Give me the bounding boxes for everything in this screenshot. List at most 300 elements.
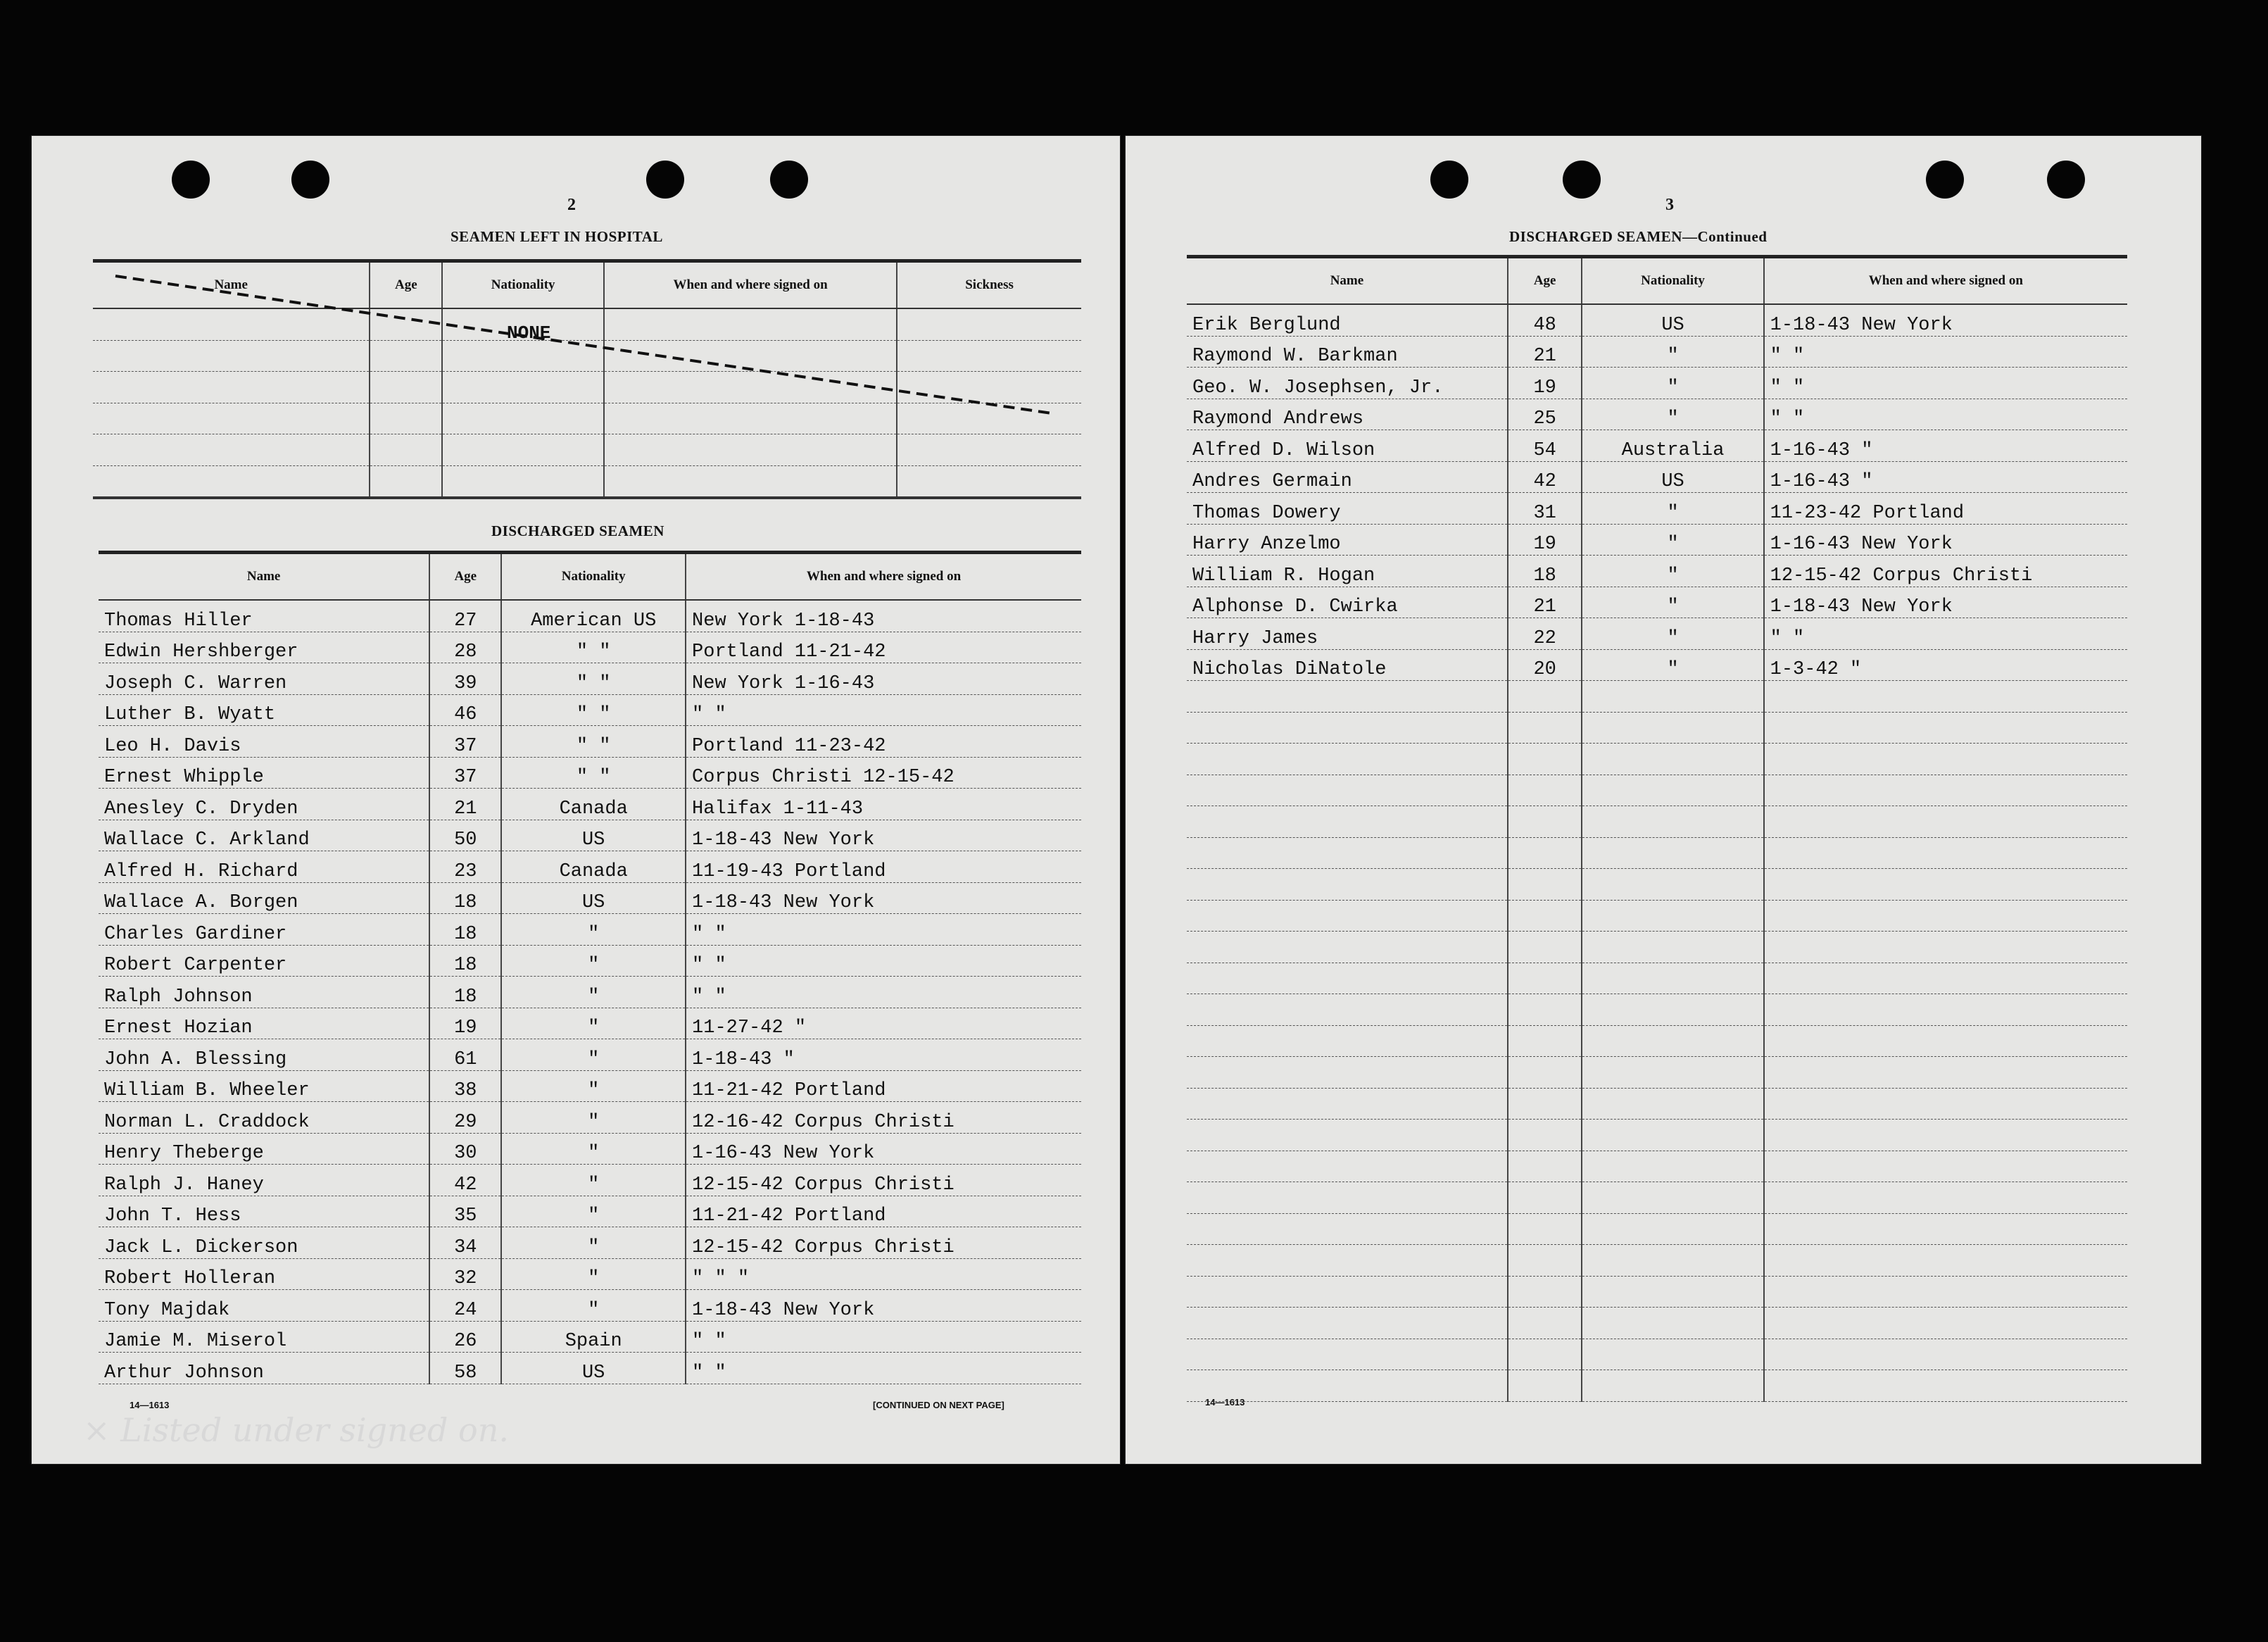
table-row [1187, 1025, 2127, 1057]
seaman-name: Edwin Hershberger [99, 632, 429, 663]
signed-on: 11-21-42 Portland [686, 1070, 1081, 1102]
seaman-name: Andres Germain [1187, 461, 1508, 493]
seaman-nationality [1582, 869, 1763, 901]
seaman-name: Thomas Dowery [1187, 493, 1508, 525]
column-header: Nationality [1582, 257, 1763, 305]
seaman-name: Ralph J. Haney [99, 1165, 429, 1196]
seaman-name: Ralph Johnson [99, 977, 429, 1008]
table-row [99, 1258, 1081, 1290]
seaman-name [1187, 806, 1508, 838]
seaman-nationality: " [1582, 399, 1763, 430]
seaman-nationality [1582, 712, 1763, 744]
seaman-age: 21 [429, 789, 501, 820]
seaman-name: Wallace C. Arkland [99, 820, 429, 851]
seaman-nationality: " [501, 1039, 686, 1071]
punch-hole [1430, 161, 1468, 199]
seaman-name: Alphonse D. Cwirka [1187, 587, 1508, 618]
table-row [1187, 399, 2127, 430]
seaman-nationality: " [501, 1133, 686, 1165]
signed-on: " " [1764, 399, 2127, 430]
seaman-nationality: " [501, 1196, 686, 1227]
seaman-name: John T. Hess [99, 1196, 429, 1227]
table-row [99, 757, 1081, 789]
seaman-name [1187, 1120, 1508, 1151]
seaman-age: 30 [429, 1133, 501, 1165]
seaman-age: 37 [429, 757, 501, 789]
table-row [99, 1133, 1081, 1165]
seaman-nationality [1582, 1276, 1763, 1308]
signed-on: " " [1764, 368, 2127, 399]
signed-on: " " [686, 945, 1081, 977]
table-row [1187, 587, 2127, 618]
seaman-age: 32 [429, 1258, 501, 1290]
seaman-nationality: US [1582, 461, 1763, 493]
signed-on [1764, 1057, 2127, 1089]
signed-on: 1-16-43 " [1764, 461, 2127, 493]
seaman-name [1187, 900, 1508, 932]
seaman-nationality: US [501, 882, 686, 914]
seaman-age: 29 [429, 1102, 501, 1134]
table-row [99, 694, 1081, 726]
signed-on [1764, 1120, 2127, 1151]
table-row [1187, 1276, 2127, 1308]
seaman-age [1508, 994, 1582, 1026]
signed-on [1764, 1245, 2127, 1277]
seaman-name [1187, 775, 1508, 806]
seaman-nationality: US [501, 1353, 686, 1384]
signed-on: 1-18-43 New York [1764, 304, 2127, 336]
page-number: 2 [567, 196, 576, 214]
seaman-name: Raymond Andrews [1187, 399, 1508, 430]
seaman-age: 21 [1508, 587, 1582, 618]
seaman-name [1187, 994, 1508, 1026]
left-page [31, 135, 1121, 1465]
seaman-age: 54 [1508, 430, 1582, 462]
signed-on: New York 1-18-43 [686, 600, 1081, 632]
table-row [99, 1070, 1081, 1102]
seaman-name [1187, 1339, 1508, 1370]
signed-on [1764, 1370, 2127, 1402]
seaman-age: 23 [429, 851, 501, 883]
column-header: Sickness [897, 261, 1081, 309]
table-row [1187, 869, 2127, 901]
seaman-name: Raymond W. Barkman [1187, 336, 1508, 368]
table-row [1187, 336, 2127, 368]
seaman-nationality: " [1582, 618, 1763, 650]
continued-note: [CONTINUED ON NEXT PAGE] [873, 1400, 1004, 1410]
seaman-age [1508, 1151, 1582, 1182]
table-row [1187, 493, 2127, 525]
signed-on: 11-21-42 Portland [686, 1196, 1081, 1227]
table-row [99, 1290, 1081, 1322]
seaman-nationality: " " [501, 632, 686, 663]
column-header: Nationality [442, 261, 604, 309]
seaman-age [1508, 1370, 1582, 1402]
seaman-nationality [1582, 1245, 1763, 1277]
column-header: Age [1508, 257, 1582, 305]
seaman-nationality [1582, 1057, 1763, 1089]
column-header: Age [429, 553, 501, 601]
hospital-title: SEAMEN LEFT IN HOSPITAL [451, 228, 663, 245]
seaman-nationality: American US [501, 600, 686, 632]
handwritten-note: × Listed under signed on. [83, 1411, 509, 1449]
seaman-age: 21 [1508, 336, 1582, 368]
signed-on [1764, 932, 2127, 963]
signed-on: " " [686, 914, 1081, 946]
seaman-age [1508, 1339, 1582, 1370]
seaman-nationality: " [501, 1227, 686, 1259]
table-row [93, 465, 1081, 498]
seaman-nationality: Spain [501, 1321, 686, 1353]
seaman-nationality [1582, 1120, 1763, 1151]
seaman-name: Charles Gardiner [99, 914, 429, 946]
signed-on: 1-18-43 New York [686, 882, 1081, 914]
seaman-age: 18 [1508, 556, 1582, 587]
discharged-table-continued [1187, 255, 2127, 1402]
seaman-name [1187, 869, 1508, 901]
table-row [1187, 1057, 2127, 1089]
signed-on [1764, 775, 2127, 806]
signed-on: Portland 11-21-42 [686, 632, 1081, 663]
seaman-nationality: " [1582, 587, 1763, 618]
seaman-age [1508, 744, 1582, 775]
signed-on [1764, 712, 2127, 744]
table-row [99, 1165, 1081, 1196]
table-row [1187, 1370, 2127, 1402]
signed-on: " " [686, 1321, 1081, 1353]
seaman-name [1187, 1276, 1508, 1308]
signed-on: 1-18-43 New York [686, 820, 1081, 851]
punch-hole [1563, 161, 1601, 199]
table-row [99, 945, 1081, 977]
table-row [1187, 1339, 2127, 1370]
table-row [99, 600, 1081, 632]
seaman-nationality [1582, 775, 1763, 806]
seaman-nationality: " [501, 1008, 686, 1039]
table-row [1187, 1213, 2127, 1245]
seaman-age: 28 [429, 632, 501, 663]
seaman-nationality [1582, 1370, 1763, 1402]
seaman-name [1187, 1088, 1508, 1120]
table-row [99, 1039, 1081, 1071]
seaman-name: Nicholas DiNatole [1187, 649, 1508, 681]
signed-on [1764, 1213, 2127, 1245]
punch-hole [1926, 161, 1964, 199]
column-header: When and where signed on [686, 553, 1081, 601]
table-row [99, 1321, 1081, 1353]
table-row [1187, 963, 2127, 994]
seaman-nationality: " [501, 1290, 686, 1322]
seaman-nationality: " [1582, 493, 1763, 525]
signed-on: 12-15-42 Corpus Christi [1764, 556, 2127, 587]
seaman-nationality [1582, 806, 1763, 838]
signed-on [1764, 869, 2127, 901]
seaman-name: Arthur Johnson [99, 1353, 429, 1384]
signed-on: 12-16-42 Corpus Christi [686, 1102, 1081, 1134]
seaman-name [1187, 1245, 1508, 1277]
seaman-age [1508, 1025, 1582, 1057]
seaman-nationality: " " [501, 694, 686, 726]
seaman-nationality: " " [501, 726, 686, 758]
seaman-name [1187, 1057, 1508, 1089]
seaman-age [1508, 1245, 1582, 1277]
table-row [1187, 775, 2127, 806]
seaman-age: 35 [429, 1196, 501, 1227]
signed-on [1764, 681, 2127, 713]
seaman-age: 25 [1508, 399, 1582, 430]
seaman-age: 42 [1508, 461, 1582, 493]
seaman-age: 61 [429, 1039, 501, 1071]
seaman-name [1187, 1213, 1508, 1245]
table-row [1187, 932, 2127, 963]
signed-on [1764, 1025, 2127, 1057]
seaman-nationality [1582, 1182, 1763, 1214]
table-row [1187, 524, 2127, 556]
table-row [99, 726, 1081, 758]
seaman-age: 46 [429, 694, 501, 726]
signed-on [1764, 1088, 2127, 1120]
seaman-nationality: " [1582, 524, 1763, 556]
seaman-age: 38 [429, 1070, 501, 1102]
signed-on: " " [1764, 618, 2127, 650]
seaman-age [1508, 1120, 1582, 1151]
signed-on: 1-16-43 New York [1764, 524, 2127, 556]
signed-on: New York 1-16-43 [686, 663, 1081, 695]
table-row [93, 434, 1081, 466]
seaman-age [1508, 712, 1582, 744]
seaman-nationality [1582, 1308, 1763, 1339]
seaman-nationality: US [501, 820, 686, 851]
column-header: Name [1187, 257, 1508, 305]
table-row [1187, 1308, 2127, 1339]
seaman-age: 19 [1508, 524, 1582, 556]
seaman-nationality [1582, 932, 1763, 963]
signed-on [1764, 1182, 2127, 1214]
seaman-name: Leo H. Davis [99, 726, 429, 758]
table-row [99, 820, 1081, 851]
seaman-age [1508, 963, 1582, 994]
seaman-age [1508, 1057, 1582, 1089]
seaman-age [1508, 900, 1582, 932]
seaman-name [1187, 1308, 1508, 1339]
seaman-name [1187, 963, 1508, 994]
seaman-age [1508, 1213, 1582, 1245]
signed-on [1764, 1339, 2127, 1370]
seaman-name: Alfred H. Richard [99, 851, 429, 883]
seaman-nationality: US [1582, 304, 1763, 336]
seaman-nationality [1582, 1213, 1763, 1245]
seaman-age: 19 [429, 1008, 501, 1039]
seaman-age: 50 [429, 820, 501, 851]
seaman-name: Harry James [1187, 618, 1508, 650]
table-row [1187, 1151, 2127, 1182]
seaman-name [1187, 932, 1508, 963]
signed-on: 1-16-43 " [1764, 430, 2127, 462]
seaman-nationality [1582, 963, 1763, 994]
seaman-name: Henry Theberge [99, 1133, 429, 1165]
table-row [1187, 744, 2127, 775]
seaman-name: Jamie M. Miserol [99, 1321, 429, 1353]
signed-on: " " [686, 977, 1081, 1008]
seaman-age: 37 [429, 726, 501, 758]
right-page [1125, 135, 2202, 1465]
seaman-nationality: " " [501, 663, 686, 695]
table-row [1187, 994, 2127, 1026]
table-row [1187, 461, 2127, 493]
form-number: 14—1613 [1205, 1397, 1245, 1408]
signed-on [1764, 900, 2127, 932]
seaman-nationality: " [501, 1258, 686, 1290]
seaman-age [1508, 869, 1582, 901]
column-header: When and where signed on [1764, 257, 2127, 305]
seaman-name: John A. Blessing [99, 1039, 429, 1071]
table-row [1187, 806, 2127, 838]
column-header: Age [370, 261, 442, 309]
seaman-nationality [1582, 1339, 1763, 1370]
signed-on: 11-19-43 Portland [686, 851, 1081, 883]
seaman-name: William B. Wheeler [99, 1070, 429, 1102]
column-header: When and where signed on [604, 261, 897, 309]
seaman-name: Thomas Hiller [99, 600, 429, 632]
seaman-age: 18 [429, 914, 501, 946]
seaman-age: 31 [1508, 493, 1582, 525]
signed-on: 1-18-43 New York [686, 1290, 1081, 1322]
table-row [1187, 1120, 2127, 1151]
seaman-nationality: " [1582, 649, 1763, 681]
seaman-age: 42 [429, 1165, 501, 1196]
column-header: Name [99, 553, 429, 601]
table-row [1187, 1088, 2127, 1120]
seaman-age [1508, 1308, 1582, 1339]
table-row [1187, 1245, 2127, 1277]
punch-hole [2047, 161, 2085, 199]
signed-on: " " [686, 694, 1081, 726]
seaman-age [1508, 837, 1582, 869]
seaman-name [1187, 1151, 1508, 1182]
seaman-age: 18 [429, 977, 501, 1008]
seaman-nationality: " [501, 1070, 686, 1102]
signed-on: Halifax 1-11-43 [686, 789, 1081, 820]
signed-on [1764, 994, 2127, 1026]
table-row [1187, 556, 2127, 587]
discharged-table [99, 551, 1081, 1384]
seaman-name: Jack L. Dickerson [99, 1227, 429, 1259]
discharged-title: DISCHARGED SEAMEN [491, 522, 664, 539]
seaman-name [1187, 1025, 1508, 1057]
seaman-name: Alfred D. Wilson [1187, 430, 1508, 462]
signed-on: Corpus Christi 12-15-42 [686, 757, 1081, 789]
seaman-nationality: " [501, 1165, 686, 1196]
signed-on: 12-15-42 Corpus Christi [686, 1227, 1081, 1259]
seaman-name: Norman L. Craddock [99, 1102, 429, 1134]
table-row [99, 1008, 1081, 1039]
signed-on [1764, 1308, 2127, 1339]
table-row [1187, 681, 2127, 713]
table-row [1187, 618, 2127, 650]
seaman-age [1508, 1276, 1582, 1308]
table-row [99, 882, 1081, 914]
seaman-age: 34 [429, 1227, 501, 1259]
seaman-name: Ernest Hozian [99, 1008, 429, 1039]
seaman-age [1508, 932, 1582, 963]
signed-on [1764, 1276, 2127, 1308]
seaman-age [1508, 681, 1582, 713]
seaman-nationality [1582, 1151, 1763, 1182]
column-header: Name [93, 261, 370, 309]
seaman-nationality: " [1582, 556, 1763, 587]
seaman-nationality: " [1582, 336, 1763, 368]
seaman-nationality: Canada [501, 789, 686, 820]
none-mark: NONE [507, 322, 551, 344]
seaman-name: Joseph C. Warren [99, 663, 429, 695]
signed-on: 1-18-43 " [686, 1039, 1081, 1071]
seaman-name [1187, 681, 1508, 713]
table-row [99, 632, 1081, 663]
seaman-name: Luther B. Wyatt [99, 694, 429, 726]
signed-on: 11-23-42 Portland [1764, 493, 2127, 525]
signed-on: " " " [686, 1258, 1081, 1290]
table-row [1187, 1182, 2127, 1214]
table-row [1187, 368, 2127, 399]
column-header: Nationality [501, 553, 686, 601]
seaman-age: 58 [429, 1353, 501, 1384]
signed-on [1764, 837, 2127, 869]
signed-on [1764, 963, 2127, 994]
table-row [99, 1196, 1081, 1227]
signed-on: 1-3-42 " [1764, 649, 2127, 681]
seaman-age [1508, 1088, 1582, 1120]
page-title: DISCHARGED SEAMEN—Continued [1509, 228, 1768, 245]
seaman-name [1187, 1182, 1508, 1214]
signed-on: " " [686, 1353, 1081, 1384]
seaman-age: 18 [429, 945, 501, 977]
table-row [1187, 837, 2127, 869]
seaman-age [1508, 806, 1582, 838]
signed-on: Portland 11-23-42 [686, 726, 1081, 758]
table-row [1187, 430, 2127, 462]
seaman-name: William R. Hogan [1187, 556, 1508, 587]
seaman-name: Ernest Whipple [99, 757, 429, 789]
seaman-age: 22 [1508, 618, 1582, 650]
page-number: 3 [1665, 196, 1674, 214]
seaman-nationality: Australia [1582, 430, 1763, 462]
seaman-name: Geo. W. Josephsen, Jr. [1187, 368, 1508, 399]
seaman-age: 48 [1508, 304, 1582, 336]
seaman-nationality [1582, 837, 1763, 869]
seaman-age: 24 [429, 1290, 501, 1322]
signed-on [1764, 806, 2127, 838]
seaman-nationality [1582, 1025, 1763, 1057]
seaman-name: Robert Carpenter [99, 945, 429, 977]
seaman-nationality [1582, 681, 1763, 713]
seaman-nationality: Canada [501, 851, 686, 883]
seaman-name: Erik Berglund [1187, 304, 1508, 336]
table-row [99, 789, 1081, 820]
table-row [1187, 900, 2127, 932]
seaman-age: 19 [1508, 368, 1582, 399]
table-row [1187, 712, 2127, 744]
seaman-nationality [1582, 744, 1763, 775]
seaman-nationality: " [501, 945, 686, 977]
seaman-name: Anesley C. Dryden [99, 789, 429, 820]
signed-on [1764, 1151, 2127, 1182]
seaman-age [1508, 775, 1582, 806]
seaman-age: 27 [429, 600, 501, 632]
seaman-nationality: " " [501, 757, 686, 789]
seaman-name: Wallace A. Borgen [99, 882, 429, 914]
seaman-nationality [1582, 994, 1763, 1026]
table-row [99, 663, 1081, 695]
